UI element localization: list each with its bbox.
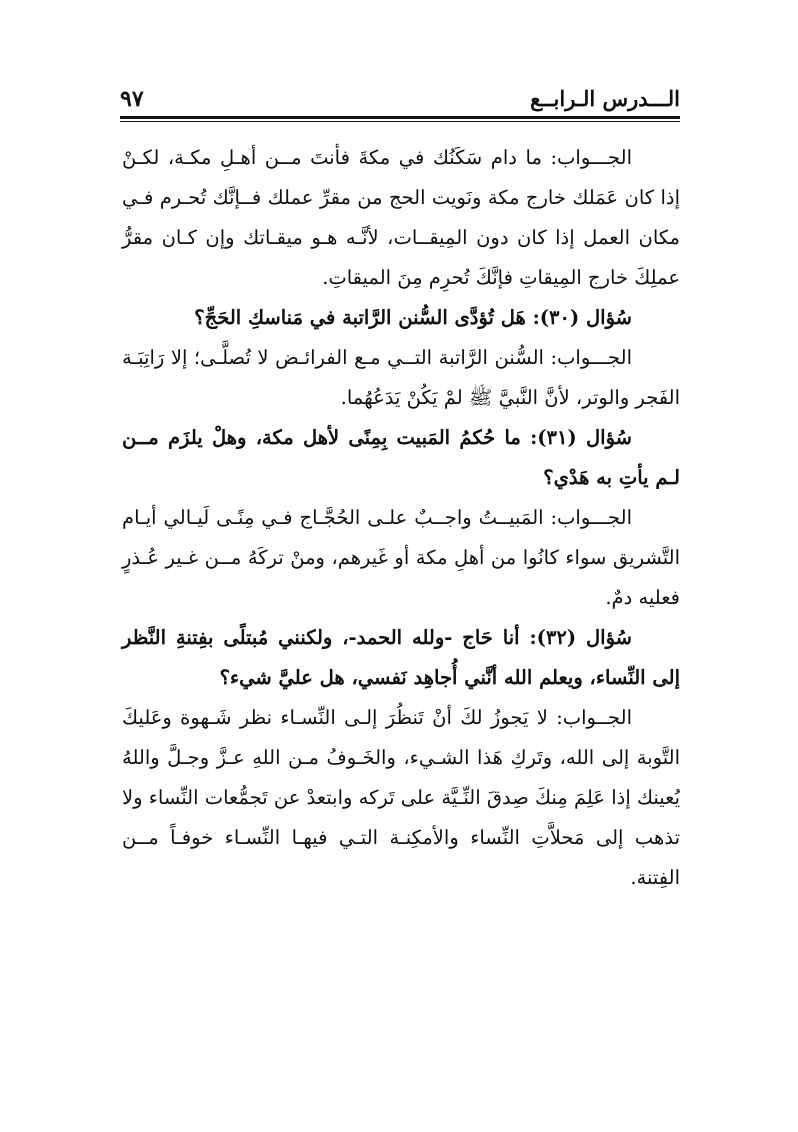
page-number: ٩٧ [120,86,144,112]
answer-paragraph: الجـــواب: السُّنن الرَّاتبة التــي مـع الفرائـض لا تُصلَّـى؛ إلا رَاتِبَـة الفَجر والوتر، لأنَّ النَّبيَّ ﷺ لمْ يَكُنْ يَدَعُهُما. [122,346,680,409]
question-paragraph: سُؤال (٣٠): هَل تُؤدَّى السُّنن الرَّاتبة في مَناسكِ الحَجِّ؟ [194,306,632,329]
page-body [122,138,680,898]
page-header [120,82,680,122]
question-paragraph: سُؤال (٣١): ما حُكمُ المَبيت بِمِنًى لأهل مكة، وهلْ يلزَم مــن لـم يأتِ به هَدْي؟ [122,426,680,489]
answer-paragraph: الجــواب: لا يَجوزُ لكَ أنْ تَنظُرَ إلـى النِّسـاء نظر شَـهوة وعَليكَ التَّوبة إلى الله، وتَركِ هَذا الشـيء، والخَـوفُ مـن اللهِ عـزَّ وجـلَّ واللهُ يُعينك إذا عَلِمَ مِنكَ صِدقَ النِّـيَّة على تَركه وابتعدْ عن تَجمُّعات النِّساء ولا تذهب إلى مَحلاَّتِ النِّساء والأمكِنـة التـي فيهـا النِّسـاء خوفـاً مــن الفِتنة. [122,706,680,889]
answer-paragraph: الجـــواب: المَبيــتُ واجــبٌ علـى الحُجَّـاج فـي مِنًـى لَيـالي أيـام التَّشريق سواء كانُوا من أهلِ مكة أو غَيرهم، ومنْ تركَهُ مــن غـير عُـذرٍ فعليه دمٌ. [122,506,680,609]
answer-paragraph: الجـــواب: ما دام سَكَنُك في مكةَ فأنتَ مــن أهـلِ مكـة، لكـنْ إذا كان عَمَلك خارج مكة ونَويت الحج من مقرِّ عملك فــإنَّك تُحـرم فـي مكان العمل إذا كان دون المِيقــات، لأنَّـه هـو ميقـاتك وإن كـان مقرُّ عملِكَ خارج المِيقاتِ فإنَّكَ تُحرِم مِنَ الميقاتِ. [122,146,680,289]
header-rule [120,116,680,119]
header-rule-secondary [120,121,680,122]
chapter-title: الـــدرس الـرابــع [530,86,680,111]
question-paragraph: سُؤال (٣٢): أنا حَاج -ولله الحمد-، ولكنني مُبتلًى بفِتنةِ النَّظر إلى النِّساء، ويعلم الله أنَّني أُجاهِد نَفسي، هل عليَّ شيء؟ [122,626,680,689]
